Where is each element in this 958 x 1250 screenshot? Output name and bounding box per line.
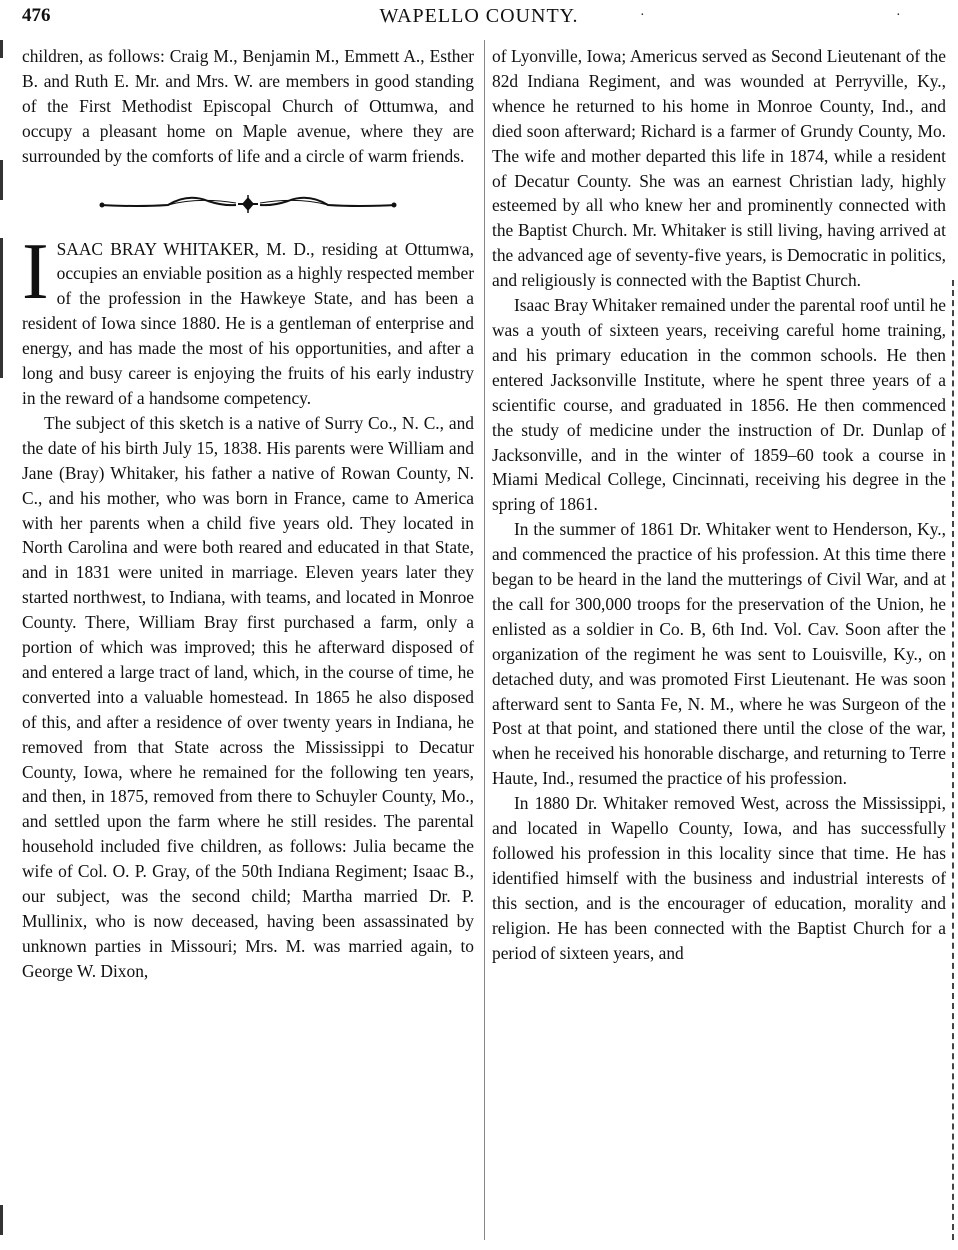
drop-cap: I bbox=[22, 227, 49, 316]
paragraph: In 1880 Dr. Whitaker removed West, across the Mississippi, and located in Wapello County, Iowa, and has successfully followed his profession in this locality since that time. He has identified himself with the business and industrial interests of this section, and is the encourager of education, morality and religion. He has been connected with the Baptist Church for a period of sixteen years, and bbox=[492, 793, 946, 963]
edge-mark bbox=[0, 160, 3, 200]
stray-dot: · bbox=[896, 8, 901, 23]
left-column bbox=[22, 44, 474, 984]
continuation-paragraph: children, as follows: Craig M., Benjamin M., Emmett A., Esther B. and Ruth E. Mr. and Mrs. W. are members in good standing of the First Methodist Episcopal Church of Ottumwa, and occupy a pleasant home on Maple avenue, where they are surrounded by the comforts of life and a circle of warm friends. bbox=[22, 46, 474, 166]
page-edge-rule bbox=[952, 280, 954, 1240]
edge-mark bbox=[0, 238, 3, 378]
stray-dot: · bbox=[640, 8, 645, 23]
biography-opening bbox=[22, 227, 474, 411]
page-number: 476 bbox=[22, 5, 51, 26]
right-column bbox=[492, 44, 946, 966]
column-divider bbox=[484, 40, 485, 1240]
paragraph: of Lyonville, Iowa; Americus served as Second Lieutenant of the 82d Indiana Regiment, and was wounded at Perryville, Ky., whence he returned to his home in Monroe County, Ind., and died soon afterward; Richard is a farmer of Grundy County, Mo. The wife and mother departed this life in 1874, while a resident of Decatur County. She was an earnest Christian lady, highly esteemed by all who knew her and prominently connected with the Baptist Church. Mr. Whitaker is still living, having arrived at the advanced age of seventy-five years, is Democratic in politics, and religiously is connected with the Baptist Church. bbox=[492, 46, 946, 291]
edge-mark bbox=[0, 1205, 3, 1235]
paragraph: Isaac Bray Whitaker remained under the parental roof until he was a youth of sixteen years, receiving careful home training, and his primary education in the common schools. He then entered Jacksonville Institute, where he spent three years of a scientific course, and graduated in 1856. He then commenced the study of medicine under the instruction of Dr. Dunlap of Jacksonville, and in the winter of 1859–60 took a course in Miami Medical College, Cincinnati, receiving his degree in the spring of 1861. bbox=[492, 295, 946, 515]
running-head: WAPELLO COUNTY. bbox=[379, 5, 579, 27]
edge-mark bbox=[0, 40, 3, 58]
biography-opening-text: SAAC BRAY WHITAKER, M. D., residing at Ottumwa, occupies an enviable position as a highly respected member of the profession in the Hawkeye State, and has been a resident of Iowa since 1880. He is a gentleman of enterprise and energy, and has made the most of his opportunities, and after a long and busy career is enjoying the fruits of his early industry in the reward of a handsome competency. bbox=[22, 238, 474, 408]
paragraph: The subject of this sketch is a native of Surry Co., N. C., and the date of his birth July 15, 1838. His parents were William and Jane (Bray) Whitaker, his father a native of Rowan County, N. C., and his mother, who was born in France, came to America with her parents when a child five years old. They located in North Carolina and were both reared and educated in that State, and in 1831 were united in marriage. Eleven years later they started northwest, to Indiana, with teams, and located in Monroe County. There, William Bray first purchased a farm, only a portion of which was improved; this he afterward disposed of and entered a large tract of land, which, in the course of time, he converted into a valuable homestead. In 1865 he also disposed of this, and after a residence of over twenty years in Indiana, he removed from that State across the Mississippi to Decatur County, Iowa, where he remained for the following ten years, and then, in 1875, removed from there to Schuyler County, Mo., and settled upon the farm where he still resides. The parental household included five children, as follows: Julia became the wife of Col. O. P. Gray, of the 50th Indiana Regiment; Isaac B., our subject, was the second child; Martha married Dr. P. Mullinix, who is now deceased, having been assassinated by unknown parties in Missouri; Mrs. M. was married again, to George W. Dixon, bbox=[22, 412, 474, 981]
section-divider-ornament bbox=[98, 193, 398, 215]
page-header bbox=[0, 2, 958, 30]
paragraph: In the summer of 1861 Dr. Whitaker went to Henderson, Ky., and commenced the practice of his profession. At this time there began to be heard in the land the mutterings of Civil War, and at the call for 300,000 troops for the preservation of the Union, he enlisted as a soldier in Co. B, 6th Ind. Vol. Cav. Soon after the organization of the regiment he was sent to Louisville, Ky., on detached duty, and was promoted First Lieutenant. He was soon afterward sent to Santa Fe, N. M., where he was Surgeon of the Post at that point, and stationed there until the close of the war, when he received his honorable discharge, and returning to Terre Haute, Ind., resumed the practice of his profession. bbox=[492, 519, 946, 789]
